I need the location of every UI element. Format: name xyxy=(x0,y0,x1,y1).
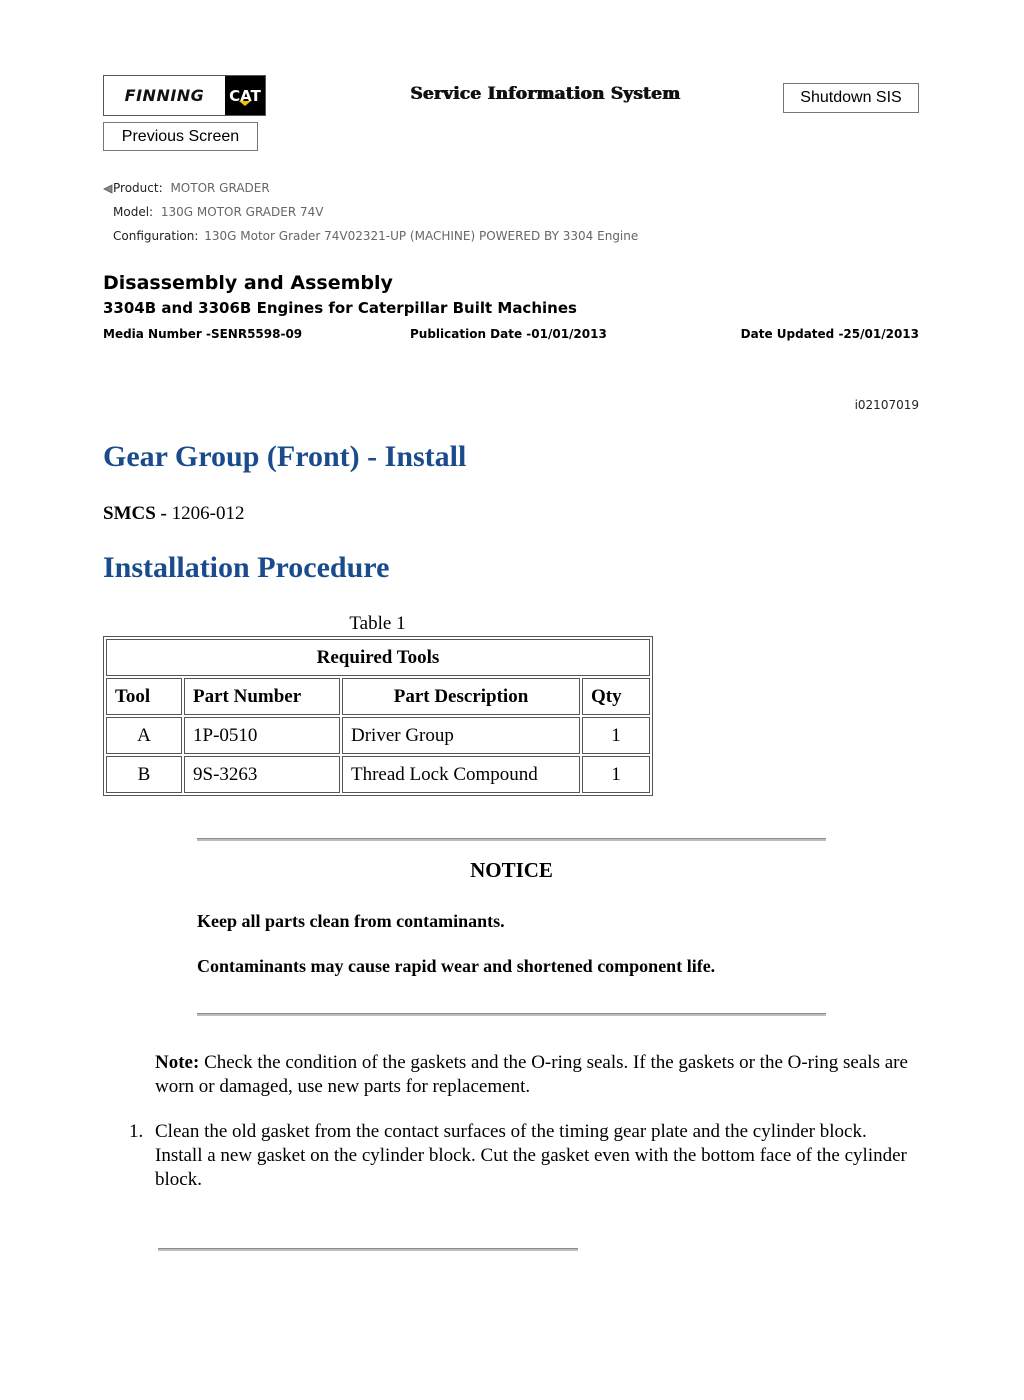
page-title: Gear Group (Front) - Install xyxy=(103,440,467,473)
note-text: Check the condition of the gaskets and the O-ring seals. If the gaskets or the O-ring seals are worn or damaged, use new parts for replacement. xyxy=(155,1052,908,1097)
table-header-row xyxy=(106,678,650,715)
table-cell: 1 xyxy=(582,717,650,754)
note-label: Note: xyxy=(155,1052,200,1073)
column-header: Part Number xyxy=(184,678,340,715)
step-text: Clean the old gasket from the contact surfaces of the timing gear plate and the cylinder block. Install a new gasket on the cylinder block. Cut the gasket even with the bottom face of the cylinder block. xyxy=(155,1121,907,1190)
section-title: Installation Procedure xyxy=(103,551,390,584)
table-cell: A xyxy=(106,717,182,754)
configuration-label: Configuration: xyxy=(113,229,199,243)
product-label: Product: xyxy=(113,181,163,195)
shutdown-sis-button[interactable]: Shutdown SIS xyxy=(783,83,919,113)
configuration-value: 130G Motor Grader 74V02321-UP (MACHINE) POWERED BY 3304 Engine xyxy=(204,229,639,243)
date-updated: Date Updated -25/01/2013 xyxy=(740,327,919,341)
required-tools-table xyxy=(103,636,653,796)
configuration-line xyxy=(113,229,638,243)
table-cell: 9S-3263 xyxy=(184,756,340,793)
column-header: Part Description xyxy=(342,678,580,715)
back-arrow-icon[interactable] xyxy=(103,184,113,194)
smcs-label: SMCS - xyxy=(103,503,167,524)
model-label: Model: xyxy=(113,205,154,219)
finning-cat-logo xyxy=(103,75,266,116)
column-header: Qty xyxy=(582,678,650,715)
document-type: Disassembly and Assembly xyxy=(103,272,393,294)
table-cell: 1 xyxy=(582,756,650,793)
notice-divider-bottom xyxy=(197,1013,826,1016)
model-value: 130G MOTOR GRADER 74V xyxy=(160,205,324,219)
smcs-value: 1206-012 xyxy=(171,503,245,524)
table-cell: Thread Lock Compound xyxy=(342,756,580,793)
table-heading: Required Tools xyxy=(106,639,650,676)
table-heading-row xyxy=(106,639,650,676)
table-row xyxy=(106,717,650,754)
system-title: Service Information System xyxy=(410,84,680,104)
previous-screen-button[interactable]: Previous Screen xyxy=(103,122,258,151)
cat-logo-badge: CAT xyxy=(225,76,265,115)
note-paragraph xyxy=(155,1051,915,1099)
notice-text: Keep all parts clean from contaminants. xyxy=(197,911,505,931)
table-caption: Table 1 xyxy=(349,613,406,634)
bottom-divider xyxy=(158,1248,578,1251)
table-cell: Driver Group xyxy=(342,717,580,754)
logo-text: FINNING xyxy=(124,86,205,105)
product-value: MOTOR GRADER xyxy=(170,181,270,195)
table-cell: B xyxy=(106,756,182,793)
step-number: 1. xyxy=(129,1121,144,1142)
document-id: i02107019 xyxy=(854,398,919,412)
media-number: Media Number -SENR5598-09 xyxy=(103,327,303,341)
notice-text: Contaminants may cause rapid wear and shortened component life. xyxy=(197,956,716,976)
column-header: Tool xyxy=(106,678,182,715)
product-line xyxy=(113,181,270,195)
notice-divider-top xyxy=(197,838,826,841)
publication-date: Publication Date -01/01/2013 xyxy=(410,327,607,341)
table-cell: 1P-0510 xyxy=(184,717,340,754)
table-row xyxy=(106,756,650,793)
notice-title: NOTICE xyxy=(470,858,553,882)
model-line xyxy=(113,205,323,219)
document-subtitle: 3304B and 3306B Engines for Caterpillar Built Machines xyxy=(103,299,577,317)
smcs-code xyxy=(103,503,244,525)
